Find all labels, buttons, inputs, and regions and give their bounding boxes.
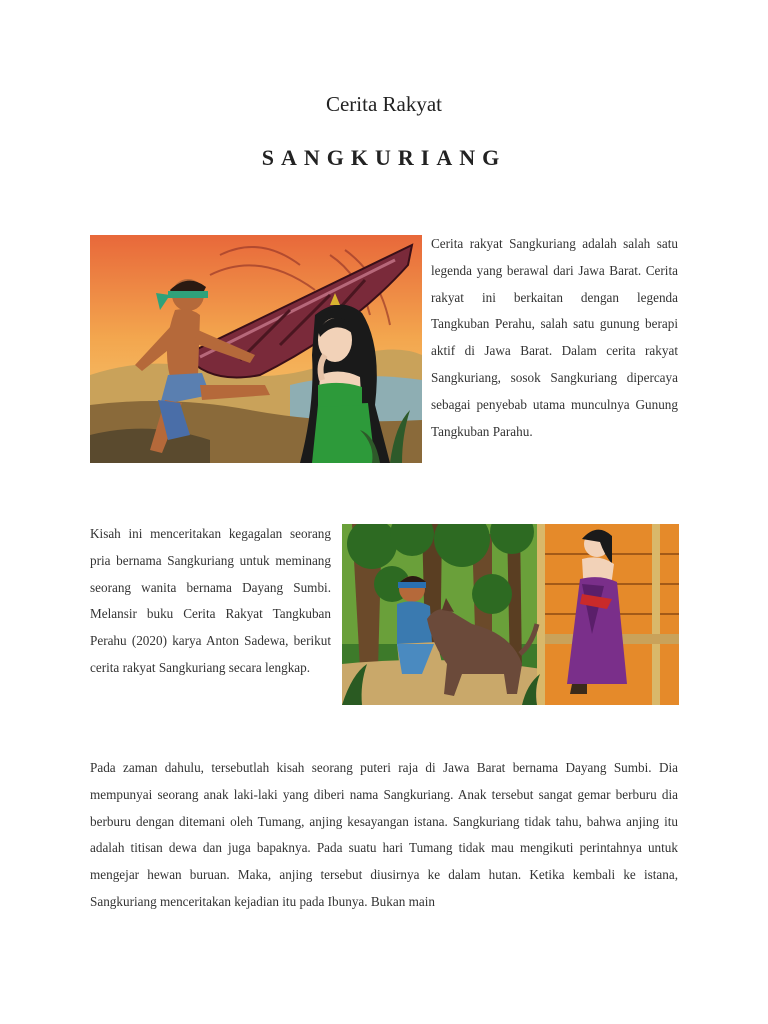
intro-paragraph: Cerita rakyat Sangkuriang adalah salah satu legenda yang berawal dari Jawa Barat. Cerita rakyat ini berkaitan dengan legenda Tangkuban Perahu, salah satu gunung berapi aktif di Jawa Barat. Dalam cerita rakyat Sangkuriang, sosok Sangkuriang dipercaya sebagai penyebab utama munculnya Gunung Tangkuban Parahu.	[431, 236, 678, 439]
boat-scene-illustration	[90, 235, 422, 463]
page-subtitle: Cerita Rakyat	[325, 92, 443, 116]
page-title: SANGKURIANG	[261, 145, 507, 170]
story-intro-paragraph: Kisah ini menceritakan kegagalan seorang pria bernama Sangkuriang untuk meminang seorang wanita bernama Dayang Sumbi. Melansir buku Cerita Rakyat Tangkuban Perahu (2020) karya Anton Sadewa, berikut cerita rakyat Sangkuriang secara lengkap.	[90, 526, 331, 675]
story-paragraph: Pada zaman dahulu, tersebutlah kisah seorang puteri raja di Jawa Barat bernama Dayang Sumbi. Dia mempunyai seorang anak laki-laki yang diberi nama Sangkuriang. Anak tersebut sangat gemar berburu dia berburu dengan ditemani oleh Tumang, anjing kesayangan istana. Sangkuriang tidak tahu, bahwa anjing itu adalah titisan dewa dan juga bapaknya. Pada suatu hari Tumang tidak mau mengikuti perintahnya untuk mengejar hewan buruan. Maka, anjing tersebut diusirnya ke dalam hutan. Ketika kembali ke istana, Sangkuriang menceritakan kejadian itu pada Ibunya. Bukan main	[90, 760, 678, 909]
forest-dog-scene-illustration	[342, 524, 679, 705]
